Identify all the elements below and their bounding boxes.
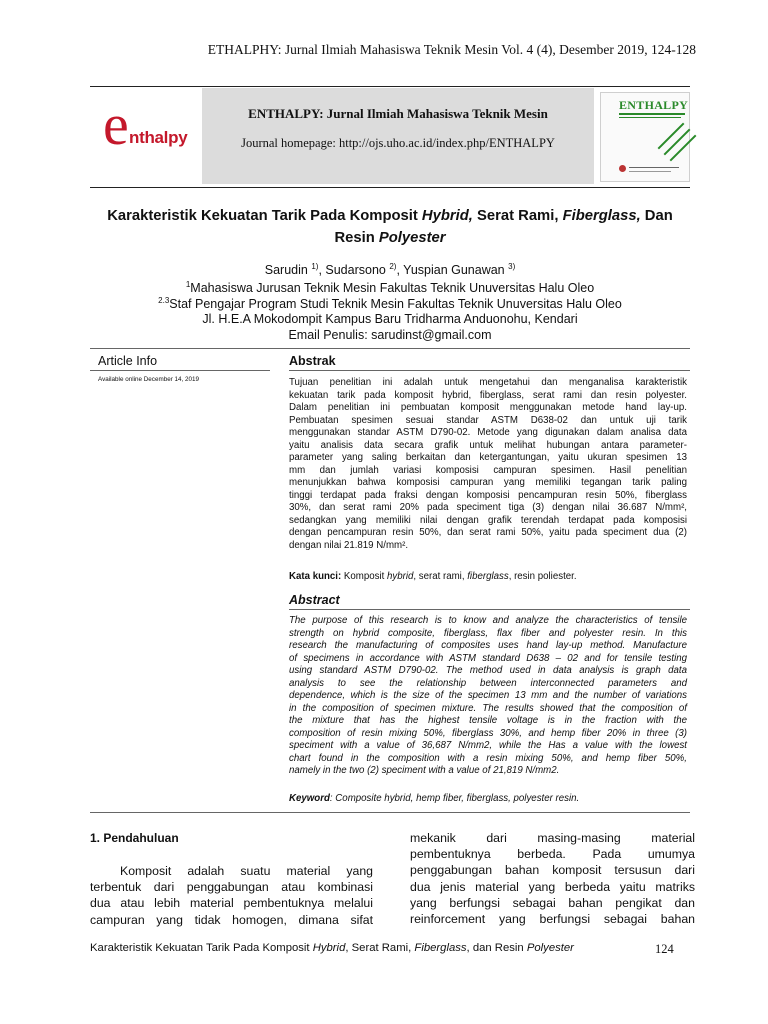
abstract-body [289, 615, 687, 778]
abstract-line: strength on hybrid composite, fiberglass, flax fiber and polyester resin. In this [289, 627, 687, 639]
body-line: campuran yang tidak homogen, dimana sifat [90, 912, 373, 927]
body-line: dua atau lebih material pembentuknya melalui [90, 896, 373, 911]
title-text: Resin [334, 230, 379, 246]
abstrak-heading: Abstrak [289, 354, 336, 368]
header-bottom-rule [90, 187, 690, 188]
article-info-heading: Article Info [98, 354, 158, 368]
affiliation-2 [90, 296, 690, 311]
kata-kunci-label: Kata kunci: [289, 571, 342, 582]
footer-text: Karakteristik Kekuatan Tarik Pada Komposit [90, 942, 313, 954]
journal-citation: ETHALPHY: Jurnal Ilmiah Mahasiswa Teknik Mesin Vol. 4 (4), Desember 2019, 124-128 [207, 42, 696, 57]
abstract-line: dependence, which is the size of the specimen 13 mm and the number of variations [289, 690, 687, 701]
author-sup: 1) [311, 262, 319, 271]
abstract-line: analysis to see the relationship between interconnected parameters and [289, 677, 687, 689]
abstrak-line: menunjukkan bahwa komposisi campuran yang memiliki tegangan tarik paling [289, 477, 687, 488]
keyword-line [289, 793, 579, 804]
kata-kunci [289, 571, 577, 582]
body-left-column [90, 863, 373, 928]
author-name: , Yuspian Gunawan [396, 263, 509, 278]
abstract-line: speciment with a value of 36,687 N/mm2, while the Has a value with the lowest [289, 740, 687, 751]
author-name: Sarudin [264, 263, 312, 278]
title-text: Karakteristik Kekuatan Tarik Pada Komposit [107, 208, 422, 224]
affiliation-text: Staf Pengajar Program Studi Teknik Mesin Fakultas Teknik Unuversitas Halu Oleo [169, 297, 622, 312]
abstract-heading: Abstract [289, 593, 340, 607]
abstrak-body [289, 377, 687, 552]
kata-kunci-text: , serat rami, [413, 571, 468, 582]
keyword-label: Keyword [289, 793, 330, 804]
title-fiberglass: Fiberglass, [562, 208, 641, 224]
abstract-line: The purpose of this research is to know and analyze the characteristics of tensile [289, 615, 687, 626]
paper-title [90, 205, 690, 249]
abstract-line: using standard ASTM D790-02. The method used in data analysis is graph data [289, 665, 687, 676]
abstrak-line: Pembuatan spesimen sesuai standar ASTM D638-02 dan untuk uji tarik [289, 414, 687, 426]
logo-e-letter: e [103, 92, 129, 157]
cover-stripe [670, 135, 697, 162]
authors-line [90, 262, 690, 277]
footer-text: Fiberglass [414, 942, 467, 954]
abstrak-line: Tujuan penelitian ini adalah untuk mengetahui dan menganalisa karakteristik [289, 377, 687, 388]
abstrak-line: sedangkan yang memiliki nilai dengan grafik terendah terdapat pada komposisi [289, 514, 687, 526]
cover-rule [619, 113, 685, 115]
journal-cover-thumbnail [600, 92, 690, 182]
title-hybrid: Hybrid, [421, 208, 473, 224]
banner-homepage: Journal homepage: http://ojs.uho.ac.id/index.php/ENTHALPY [241, 136, 555, 150]
abstract-rule [289, 609, 690, 610]
abstrak-line: 30%, dan serat rami 20% pada speciment tiga (3) dengan nilai 36.687 N/mm², [289, 502, 687, 513]
author-sup: 3) [508, 262, 516, 271]
abstrak-line: tinggi terdapat pada fraksi dengan komposisi pencampuran resin 50%, fiberglass [289, 489, 687, 501]
footer-text: Hybrid [312, 942, 346, 954]
affiliation-sup: 2.3 [158, 296, 170, 305]
abstrak-line: dengan nilai 21.819 N/mm². [289, 539, 409, 551]
kata-kunci-text: fiberglass [467, 571, 509, 582]
abstract-line: of specimens in accordance with ASTM standard D638 – 02 and for tensile testing [289, 652, 687, 664]
kata-kunci-text: Komposit [341, 571, 387, 582]
enthalpy-logo [103, 92, 198, 157]
affiliation-text: Mahasiswa Jurusan Teknik Mesin Fakultas Teknik Unuversitas Halu Oleo [190, 281, 595, 296]
abstrak-line: parameter yang saling berkaitan dan ketergantungan, yaitu ukuran spesimen 13 [289, 452, 687, 463]
abstrak-line: mm dan jumlah variasi komposisi campuran spesimen. Hasil penelitian [289, 464, 687, 476]
title-polyester: Polyester [378, 230, 446, 246]
logo-wordmark: nthalpy [129, 128, 188, 147]
section-heading: 1. Pendahuluan [90, 831, 179, 845]
author-sup: 2) [389, 262, 397, 271]
author-address: Jl. H.E.A Mokodompit Kampus Baru Tridharma Anduonohu, Kendari [202, 312, 578, 326]
university-seal-icon [619, 165, 626, 172]
abstract-line: the mixture that has the highest tensile voltage is in the fraction with the [289, 715, 687, 726]
body-line: dua jenis material yang berbeda yaitu matriks [410, 879, 695, 894]
body-line: penggabungan bahan komposit tersusun dari [410, 863, 695, 878]
cover-seal-text [629, 167, 679, 168]
running-footer [90, 942, 574, 954]
cover-seal-text [629, 171, 671, 172]
divider-rule [90, 812, 690, 813]
abstract-line: chart found in the composition with a resin mixing 50%, and hemp fiber 50%, [289, 752, 687, 764]
abstrak-rule [289, 370, 690, 371]
abstract-line: composition of resin mixing 50%, fiberglass 30%, and hemp fiber 20% in three (3) [289, 727, 687, 739]
abstrak-line: Dalam penelitian ini pembuatan komposit menggunakan metode hand lay-up. [289, 402, 687, 413]
author-email: Email Penulis: sarudinst@gmail.com [288, 328, 492, 342]
body-line: reinforcement yang berfungsi sebagai bahan [410, 912, 695, 927]
abstract-line: namely in the two (2) speciment with a value of 21,819 N/mm2. [289, 765, 560, 776]
body-right-column [410, 830, 695, 927]
journal-banner [202, 88, 594, 184]
abstrak-line: yaitu analisis data secara grafik untuk melihat hubungan antara parameter- [289, 439, 687, 451]
cover-title: ENTHALPY [619, 98, 689, 112]
page-number: 124 [655, 942, 674, 956]
title-text: Serat Rami, [472, 208, 563, 224]
body-line: pembentuknya berbeda. Pada umumya [410, 847, 695, 862]
abstrak-line: kekuatan tarik pada komposit hybrid, fiberglass, serat rami dan resin polyester. [289, 389, 687, 401]
cover-rule-thin [619, 117, 681, 118]
author-name: , Sudarsono [318, 263, 390, 278]
body-line: Komposit adalah suatu material yang [120, 864, 373, 878]
kata-kunci-text: , resin poliester. [508, 571, 577, 582]
footer-text: Polyester [526, 942, 574, 954]
affiliation-sup: 1 [185, 280, 191, 289]
body-line: terbentuk dari penggabungan atau kombinasi [90, 880, 373, 895]
kata-kunci-text: hybrid [386, 571, 414, 582]
abstract-line: in the composition of specimen mixture. The results showed that the composition of [289, 702, 687, 714]
keyword-text: : Composite hybrid, hemp fiber, fiberglass, polyester resin. [329, 793, 580, 804]
footer-text: , Serat Rami, [345, 942, 415, 954]
footer-text: , dan Resin [466, 942, 527, 954]
body-line: yang berfungsi sebagai bahan pengikat dan [410, 895, 695, 910]
abstrak-line: menggunakan standar ASTM D790-02. Metode yang digunakan dalam analisa data [289, 427, 687, 438]
article-info-rule [90, 370, 270, 371]
body-line: mekanik dari masing-masing material [410, 831, 695, 845]
divider-rule [90, 348, 690, 349]
available-online-date: Available online December 14, 2019 [98, 376, 200, 383]
abstract-line: research the manufacturing of composites uses hand lay-up method. Manufacture [289, 640, 687, 651]
title-text: Dan [640, 208, 673, 224]
banner-title: ENTHALPY: Jurnal Ilmiah Mahasiswa Teknik Mesin [248, 106, 548, 121]
header-top-rule [90, 86, 690, 87]
affiliation-1 [90, 280, 690, 295]
abstrak-line: dengan pencampuran resin 50%, dan serat rami 50%, yaitu pada speciment dua (2) [289, 527, 687, 538]
